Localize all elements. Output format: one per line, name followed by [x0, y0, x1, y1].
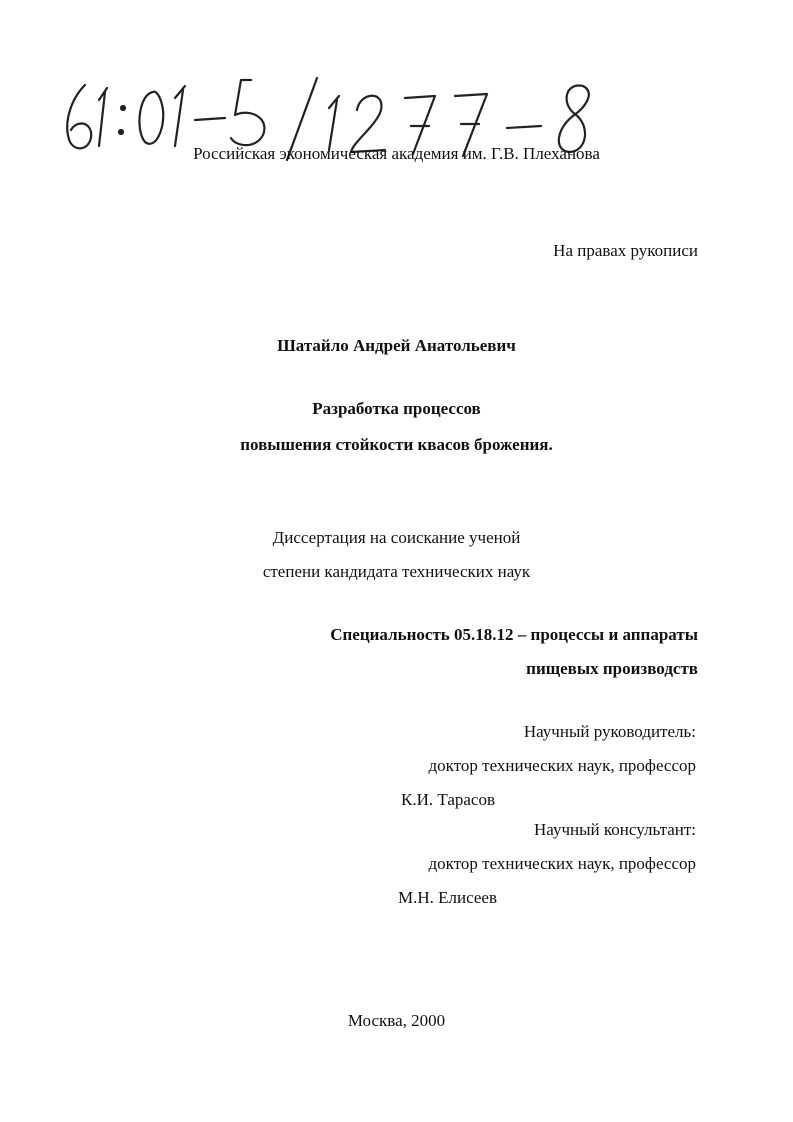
specialty-line-2: пищевых производств: [526, 659, 698, 678]
thesis-title-line-2: повышения стойкости квасов брожения.: [240, 435, 553, 454]
consultant-degree: доктор технических наук, профессор: [428, 854, 696, 873]
author-name: Шатайло Андрей Анатольевич: [277, 336, 516, 355]
city-year: Москва, 2000: [347, 1011, 446, 1030]
institution-name: Российская экономическая академия им. Г.В. Плеханова: [193, 144, 600, 163]
supervisor-label: Научный руководитель:: [523, 722, 696, 741]
thesis-title-line-1: Разработка процессов: [312, 399, 481, 418]
consultant-name: М.Н. Елисеев: [398, 888, 497, 907]
rights-note: На правах рукописи: [553, 241, 698, 260]
supervisor-degree: доктор технических наук, профессор: [428, 756, 696, 775]
dissertation-type-line-2: степени кандидата технических наук: [262, 562, 531, 581]
specialty-line-1: Специальность 05.18.12 – процессы и аппараты: [330, 625, 698, 644]
dissertation-type-line-1: Диссертация на соискание ученой: [272, 528, 521, 547]
supervisor-name: К.И. Тарасов: [401, 790, 495, 809]
consultant-label: Научный консультант:: [534, 820, 696, 839]
